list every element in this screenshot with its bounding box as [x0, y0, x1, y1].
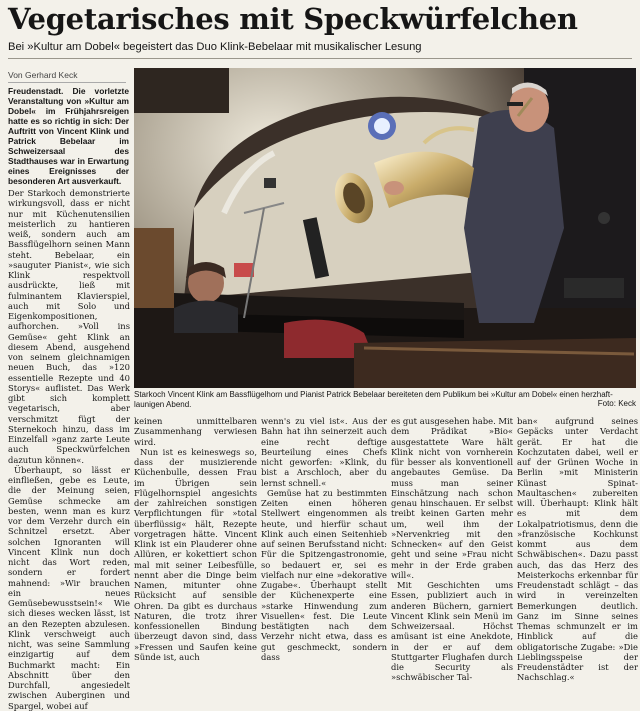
- paragraph: Mit Geschichten ums Essen, publiziert auch in anderen Büchern, garniert Vincent Klink sein Menü im Schweizersaal. Höchst amüsant ist eine Anekdote, in der er auf dem Stuttgarter Flughafen durch die Security als »schwäbischer Tal-: [391, 580, 513, 683]
- paragraph: ban« aufgrund seines Gepäcks unter Verdacht gerät. Er hat die Kochzutaten dabei, weil er auf der Grünen Woche in Berlin »mit Ministerin Künast Spinat-Maultaschen« zubereiten will. Überhaupt: Klink hält es mit dem Lokalpatriotismus, denn die »französische Kochkunst kommt aus dem Schwäbischen«. Dazu passt auch, das das Herz des Meisterkochs erkennbar für Freudenstadt schlägt – das wird in vereinzelten Bemerkungen deutlich. Ganz im Sinne seines Themas schmunzelt er im Hinblick auf die obligatorische Zugabe: »Die Lieblingsspeise der Freudenstädter ist der Nachschlag.«: [517, 416, 638, 683]
- byline-divider: [8, 82, 126, 83]
- byline: Von Gerhard Keck: [8, 70, 78, 80]
- paragraph: wenn's zu viel ist«. Aus der Bahn hat ihn seinerzeit auch eine recht deftige Beurteilung eines Chefs nicht geworfen: »Klink, du bist a Arschloch, aber du lernst schnell.«: [261, 416, 387, 488]
- paragraph: Gemüse hat zu bestimmten Zeiten einen höheren Stellwert eingenommen als heute, und hierfür schaut Klink auch einen Seitenhieb auf seinen Berufsstand nicht: Für die Spitzengastronomie, so bedauert er, sei es vielfach nur eine »dekorative Zugabe«. Überhaupt stellt der Küchenexperte eine »starke Hinwendung zum Visuellen« fest. Die Leute bestätigten nach dem Verzehr nicht etwa, dass es gut geschmeckt, sondern dass: [261, 487, 387, 662]
- photo-caption: Starkoch Vincent Klink am Bassflügelhorn und Pianist Patrick Bebelaar bereiteten dem Publikum bei »Kultur am Dobel« einen herzhaft-launigen Abend.: [134, 390, 613, 409]
- article-column-2: [134, 416, 257, 662]
- paragraph: es gut ausgesehen habe. Mit dem Prädikat »Bio« ausgestattete Ware hält Klink nicht von vornherein für besser als konventionell angebautes Gemüse. Da muss man seiner Einschätzung nach schon genau hinschauen. Er selbst treibt keinen Garten mehr um, weil ihm der »Nervenkrieg mit den Schnecken« auf den Geist geht und seine »Frau nicht mehr in der Erde graben will«.: [391, 416, 514, 580]
- paragraph: Überhaupt, so lässt er einfließen, gebe es Leute, die der Meinung seien, Gemüse schmecke am besten, wenn man es kurz vor dem Verzehr durch ein Schnitzel ersetzt. Aber solchen Ignoranten will Vincent Klink nun doch nicht das Wort reden, sondern er fordert mahnend: »Wir brauchen ein neues Gemüsebewusstsein!« Wie sich dieses wecken lässt, ist an den Rezepten abzulesen. Klink verschweigt auch nicht, was seine Sammlung einzigartig auf dem Buchmarkt macht: Ein Abschnitt über den Durchfall, angesiedelt zwischen Auberginen und Spargel, wobei auf: [8, 464, 130, 711]
- article-column-4: [391, 416, 514, 683]
- paragraph: keinen unmittelbaren Zusammenhang verwiesen wird.: [134, 416, 257, 447]
- article-column-3: [261, 416, 387, 662]
- paragraph: Nun ist es keineswegs so, dass der musizierende Küchenbulle, dessen Frau im Übrigen sein Flügelhornspiel angesichts der zahlreichen sonstigen Verpflichtungen für »total überflüssig« hält, Rezepte vorgetragen hätte. Vincent Klink ist ein Plauderer ohne Allüren, er kokettiert schon mal mit seiner Leibesfülle, nennt aber die Dinge beim Namen, mitunter ohne Rücksicht auf sensible Ohren. Da gibt es durchaus Naturen, die trotz ihrer konfessionellen Bindung überzeugt davon sind, dass »Fressen und Saufen keine Sünde ist, auch: [134, 446, 257, 662]
- concert-photo: [134, 68, 636, 388]
- article-column-5: [517, 416, 638, 683]
- article-column-1: [8, 188, 130, 711]
- lead-paragraph: Freudenstadt. Die vorletzte Veranstaltung von »Kultur am Dobel« im Frühjahrsreigen hatte es so richtig in sich: Der Auftritt von Vincent Klink und Patrick Bebelaar im Schweizersaal des Stadthauses war in Erwartung eines Ereignisses der besonderen Art ausverkauft.: [8, 86, 129, 186]
- subheadline: Bei »Kultur am Dobel« begeistert das Duo Klink-Bebelaar mit musikalischer Lesung: [8, 41, 422, 53]
- photo-credit: Foto: Keck: [597, 399, 636, 408]
- paragraph: Der Starkoch demonstrierte wirkungsvoll, dass er nicht nur mit Küchenutensilien meisterlich zu hantieren weiß, sondern auch am Bassflügelhorn seinen Mann steht. Bebelaar, ein »sauguter Pianist«, wie sich Klink respektvoll ausdrückte, ließ mit fulminantem Klavierspiel, auch mit Solo und Eigenkompositionen, aufhorchen. »Voll ins Gemüse« geht Klink an diesem Abend, ausgehend von seinem gleichnamigen neuen Buch, das »120 essentielle Rezepte und 40 Storys« auflistet. Das Werk gibt sich komplett vegetarisch, aber verschmitzt fügt der Sternekoch hinzu, dass im Einzelfall »ganz zarte Leute auch Speckwürfelchen dazutun können«.: [8, 188, 130, 465]
- headline: Vegetarisches mit Speckwürfelchen: [8, 2, 578, 36]
- headline-divider: [8, 58, 632, 59]
